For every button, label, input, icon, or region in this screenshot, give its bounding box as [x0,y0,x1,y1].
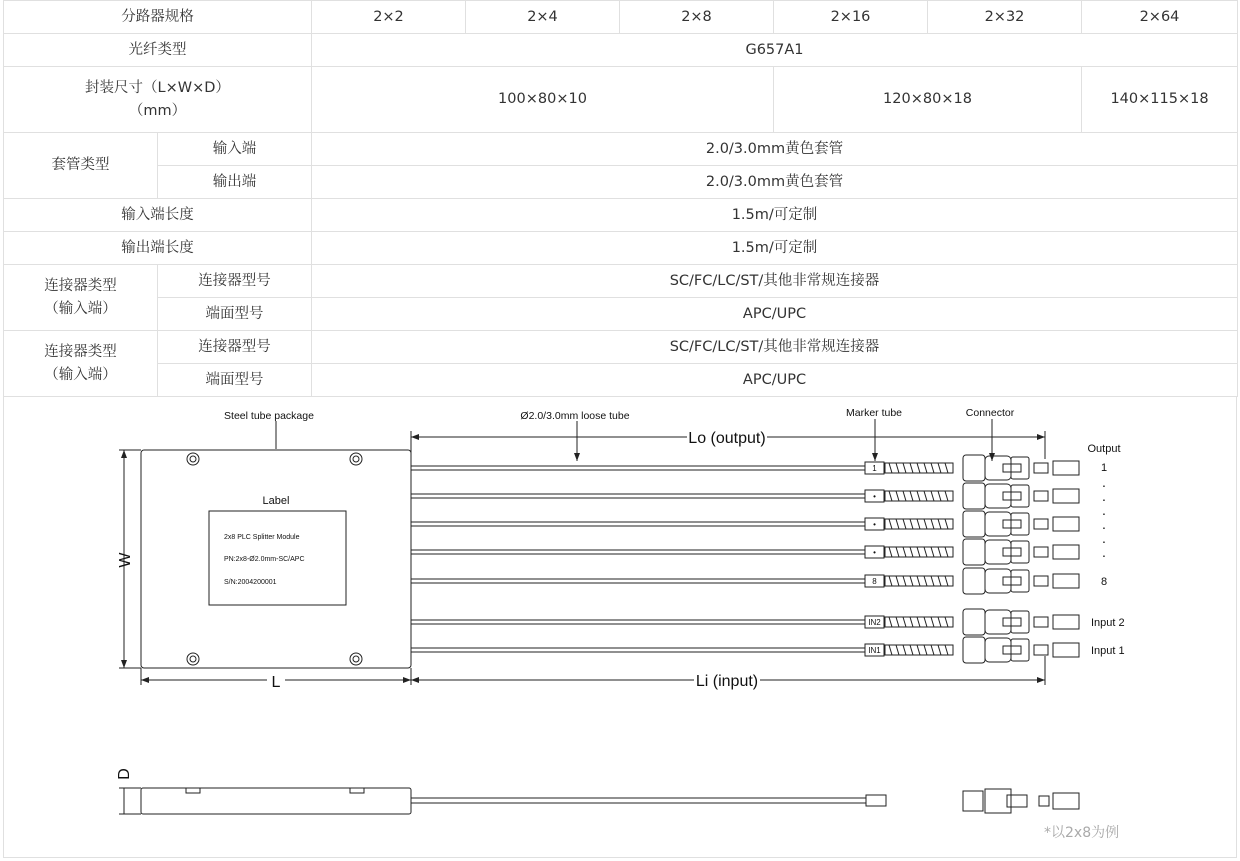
connector-body [963,609,985,635]
connector-type-label [4,331,158,397]
connector-body [963,637,985,663]
marker-tube-text: 8 [872,577,877,586]
dust-cap [1053,461,1079,475]
svg-text:·: · [1101,477,1107,493]
dust-cap [1053,643,1079,657]
spec-2x64: 2×64 [1082,1,1238,34]
package-size-label-line1: 封装尺寸（L×W×D） [85,79,230,96]
fiber-row [411,568,1079,594]
spec-2x32: 2×32 [928,1,1082,34]
fiber-lines [411,455,1079,663]
input-1-label: Input 1 [1091,645,1125,657]
input-2-label: Input 2 [1091,617,1125,629]
fiber-row [411,455,1079,481]
marker-tube-label: Marker tube [845,407,903,419]
svg-text:·: · [1101,547,1107,563]
sleeve-type-label: 套管类型 [4,133,158,199]
row-package-size [4,67,1238,133]
label-line-model: 2x8 PLC Splitter Module [224,534,300,541]
row-connector-2-model [4,331,1238,364]
row-sleeve-input [4,133,1238,166]
spec-2x2: 2×2 [312,1,466,34]
marker-tube-text: IN1 [868,646,881,655]
fiber-row [411,609,1079,635]
steel-tube-package-label: Steel tube package [224,410,314,422]
l-dimension-label: L [271,674,281,691]
row-sleeve-output [4,166,1238,199]
row-connector-1-face [4,298,1238,331]
marker-tube-text: • [873,520,876,529]
ellipsis-dots [1102,477,1107,563]
dust-cap [1053,615,1079,629]
side-view-package [141,788,411,814]
splitter-diagram [3,396,1237,858]
row-splitter-spec [4,1,1238,34]
fiber-row [411,483,1079,509]
output-8-label: 8 [1100,576,1108,588]
connector-type-label-line1: 连接器类型 [44,343,117,360]
svg-text:·: · [1101,519,1107,535]
label-line-sn: S/N:2004200001 [224,579,277,586]
sleeve-output-label: 输出端 [158,166,312,199]
package-size-label-line2: （mm） [128,102,187,119]
svg-text:·: · [1101,491,1107,507]
connector-model-label: 连接器型号 [158,265,312,298]
package-size-label [4,67,312,133]
connector-label: Connector [965,407,1015,419]
spec-2x16: 2×16 [774,1,928,34]
row-output-length [4,232,1238,265]
package-size-large: 140×115×18 [1082,67,1238,133]
d-dimension-label: D [116,768,133,780]
dust-cap [1053,545,1079,559]
connector-body [963,568,985,594]
sleeve-output-value: 2.0/3.0mm黄色套管 [312,166,1238,199]
fiber-row [411,511,1079,537]
end-face-value: APC/UPC [312,364,1238,397]
input-length-label: 输入端长度 [4,199,312,232]
label-title: Label [262,495,290,507]
loose-tube-label: Ø2.0/3.0mm loose tube [520,410,630,422]
marker-tube-text: • [873,548,876,557]
row-input-length [4,199,1238,232]
connector-model-value: SC/FC/LC/ST/其他非常规连接器 [312,331,1238,364]
output-length-value: 1.5m/可定制 [312,232,1238,265]
spec-table [3,0,1238,397]
sleeve-input-label: 输入端 [158,133,312,166]
output-header: Output [1087,443,1121,455]
fiber-type-value: G657A1 [312,34,1238,67]
fiber-row [411,539,1079,565]
end-face-value: APC/UPC [312,298,1238,331]
marker-tube-text: 1 [872,464,877,473]
dust-cap [1053,489,1079,503]
package-size-small: 100×80×10 [312,67,774,133]
fiber-row [411,637,1079,663]
connector-type-label-line2: （输入端） [44,300,117,317]
li-input-label: Li (input) [695,673,759,690]
end-face-label: 端面型号 [158,364,312,397]
connector-type-label [4,265,158,331]
svg-text:·: · [1101,533,1107,549]
connector-body [963,455,985,481]
input-length-value: 1.5m/可定制 [312,199,1238,232]
fiber-type-label: 光纤类型 [4,34,312,67]
spec-2x4: 2×4 [466,1,620,34]
lo-output-label: Lo (output) [688,430,766,447]
splitter-drawing [4,397,1236,857]
output-length-label: 输出端长度 [4,232,312,265]
connector-body [963,511,985,537]
connector-body [963,483,985,509]
connector-model-value: SC/FC/LC/ST/其他非常规连接器 [312,265,1238,298]
connector-body [963,539,985,565]
example-note: *以2x8为例 [1044,825,1120,841]
svg-text:·: · [1101,505,1107,521]
dust-cap [1053,574,1079,588]
marker-tube-text: IN2 [868,618,881,627]
label-line-pn: PN:2x8-Ø2.0mm-SC/APC [224,556,305,563]
end-face-label: 端面型号 [158,298,312,331]
spec-2x8: 2×8 [620,1,774,34]
sleeve-input-value: 2.0/3.0mm黄色套管 [312,133,1238,166]
output-1-label: 1 [1100,462,1108,474]
marker-tube-text: • [873,492,876,501]
dust-cap [1053,517,1079,531]
row-fiber-type [4,34,1238,67]
w-dimension-label: W [117,552,134,568]
connector-type-label-line1: 连接器类型 [44,277,117,294]
connector-model-label: 连接器型号 [158,331,312,364]
package-size-medium: 120×80×18 [774,67,1082,133]
splitter-spec-label: 分路器规格 [4,1,312,34]
connector-type-label-line2: （输入端） [44,366,117,383]
row-connector-1-model [4,265,1238,298]
row-connector-2-face [4,364,1238,397]
